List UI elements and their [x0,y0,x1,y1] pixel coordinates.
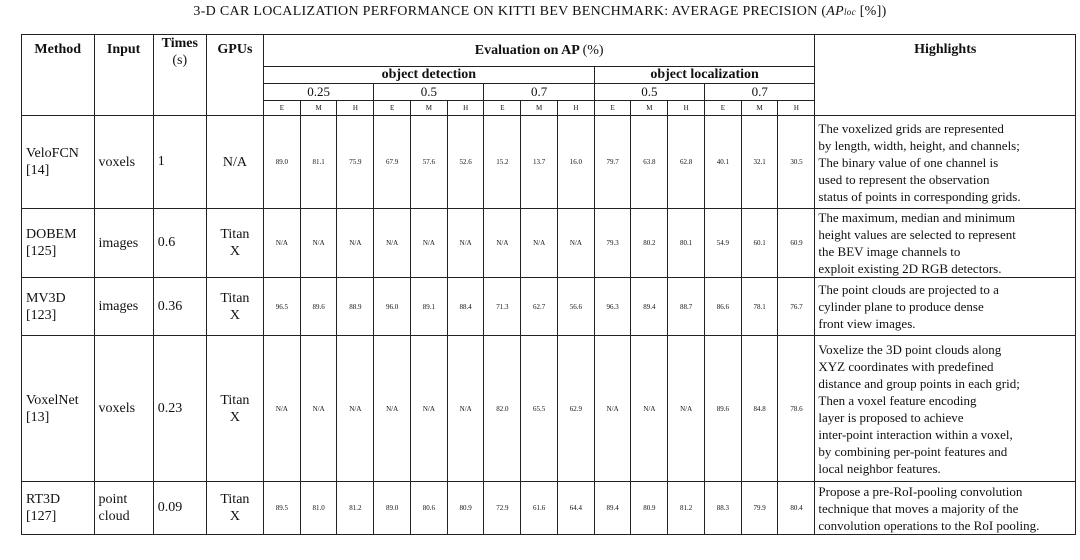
input-cell-line: images [98,235,139,251]
ap-value-cell: N/A [337,336,374,482]
ap-value-cell: 84.8 [741,336,778,482]
highlights-line: The point clouds are projected to a [818,282,999,297]
input-cell-line: cloud [98,509,130,524]
header-threshold: 0.7 [484,84,594,101]
highlights-cell [815,336,1076,482]
header-difficulty: H [557,101,594,116]
method-cell-line: [14] [26,163,50,178]
input-cell-line: images [98,299,139,314]
ap-value-cell: N/A [300,209,337,278]
ap-value-cell: 15.2 [484,116,521,209]
header-difficulty: E [704,101,741,116]
ap-value-cell: 89.1 [410,278,447,336]
header-threshold: 0.7 [704,84,814,101]
gpu-cell-line: X [229,409,240,425]
header-difficulty: M [631,101,668,116]
ap-value-cell: N/A [410,336,447,482]
gpu-cell-line: N/A [222,154,247,170]
method-cell [22,336,95,482]
method-cell-line: VeloFCN [26,146,79,161]
highlights-line: XYZ coordinates with predefined [818,358,994,374]
method-cell-line: RT3D [26,492,61,507]
header-object-detection: object detection [263,67,594,84]
ap-value-cell: 96.3 [594,278,631,336]
ap-value-cell: 89.5 [263,482,300,535]
input-cell-line: voxels [98,154,136,170]
header-gpus: GPUs [206,35,263,116]
header-difficulty: E [263,101,300,116]
header-times [153,35,206,116]
ap-value-cell: 64.4 [557,482,594,535]
ap-value-cell: 60.9 [778,209,815,278]
highlights-cell [815,116,1076,209]
ap-value-cell: 72.9 [484,482,521,535]
ap-value-cell: 88.7 [668,278,705,336]
header-times-unit: (s) [172,53,188,68]
highlights-line: by combining per-point features and [818,443,1008,459]
ap-value-cell: N/A [374,336,411,482]
ap-value-cell: 67.9 [374,116,411,209]
time-cell: 0.09 [153,482,206,535]
method-cell-line: MV3D [26,290,66,306]
ap-value-cell: 71.3 [484,278,521,336]
ap-value-cell: 62.7 [521,278,558,336]
method-cell [22,116,95,209]
ap-value-cell: 60.1 [741,209,778,278]
header-threshold: 0.25 [263,84,373,101]
highlights-line: distance and group points in each grid; [818,375,1020,391]
ap-value-cell: 80.2 [631,209,668,278]
ap-value-cell: 89.0 [263,116,300,209]
header-difficulty: E [374,101,411,116]
ap-value-cell: 96.0 [374,278,411,336]
header-threshold: 0.5 [374,84,484,101]
ap-value-cell: 16.0 [557,116,594,209]
header-difficulty: H [447,101,484,116]
highlights-line: local neighbor features. [818,460,941,476]
table-row [22,278,1076,336]
ap-value-cell: 13.7 [521,116,558,209]
ap-value-cell: 81.0 [300,482,337,535]
highlights-line: front view images. [818,316,916,331]
header-difficulty: E [484,101,521,116]
header-difficulty: M [521,101,558,116]
time-cell: 0.36 [153,278,206,336]
gpu-cell-line: X [229,244,240,259]
ap-value-cell: 62.8 [668,116,705,209]
ap-value-cell: 56.6 [557,278,594,336]
method-cell [22,209,95,278]
header-difficulty: M [741,101,778,116]
table-row [22,482,1076,535]
highlights-line: the BEV image channels to [818,244,961,259]
ap-value-cell: 89.6 [704,336,741,482]
header-difficulty: H [337,101,374,116]
ap-value-cell: N/A [374,209,411,278]
header-difficulty: M [300,101,337,116]
header-difficulty: H [668,101,705,116]
highlights-line: technique that moves a majority of the [818,500,1019,516]
highlights-line: height values are selected to represent [818,227,1016,242]
input-cell [94,116,153,209]
ap-value-cell: 86.6 [704,278,741,336]
highlights-line: Propose a pre-RoI-pooling convolution [818,483,1023,499]
highlights-line: inter-point interaction within a voxel, [818,426,1013,442]
results-table [21,34,1076,535]
caption-tail: [%]) [855,4,887,19]
gpu-cell [206,278,263,336]
header-highlights: Highlights [815,35,1076,116]
gpu-cell [206,482,263,535]
highlights-line: status of points in corresponding grids. [818,188,1021,204]
header-input: Input [94,35,153,116]
table-row [22,116,1076,209]
gpu-cell-line: X [229,307,240,323]
ap-value-cell: 61.6 [521,482,558,535]
gpu-cell-line: Titan [220,290,250,306]
ap-value-cell: 89.4 [631,278,668,336]
ap-value-cell: N/A [631,336,668,482]
gpu-cell [206,209,263,278]
ap-value-cell: N/A [337,209,374,278]
header-difficulty: E [594,101,631,116]
ap-value-cell: N/A [263,209,300,278]
ap-value-cell: 52.6 [447,116,484,209]
time-cell: 0.23 [153,336,206,482]
ap-value-cell: 80.9 [447,482,484,535]
ap-value-cell: 82.0 [484,336,521,482]
gpu-cell-line: Titan [220,227,250,242]
ap-value-cell: 80.4 [778,482,815,535]
ap-value-cell: 81.2 [337,482,374,535]
ap-value-cell: 32.1 [741,116,778,209]
gpu-cell-line: X [229,509,240,524]
input-cell [94,482,153,535]
gpu-cell-line: Titan [220,492,250,507]
ap-value-cell: 79.3 [594,209,631,278]
method-cell-line: DOBEM [26,227,77,242]
highlights-cell [815,209,1076,278]
ap-value-cell: 54.9 [704,209,741,278]
table-caption [0,4,1080,20]
gpu-cell [206,336,263,482]
ap-value-cell: N/A [447,209,484,278]
header-difficulty: M [410,101,447,116]
highlights-line: The maximum, median and minimum [818,210,1016,225]
highlights-cell [815,482,1076,535]
ap-value-cell: N/A [594,336,631,482]
header-evaluation [263,35,814,67]
gpu-cell [206,116,263,209]
header-times-label: Times [161,36,198,51]
header-threshold: 0.5 [594,84,704,101]
ap-value-cell: 78.1 [741,278,778,336]
highlights-line: layer is proposed to achieve [818,409,964,425]
ap-value-cell: N/A [557,209,594,278]
time-cell: 0.6 [153,209,206,278]
caption-ap: AP [826,4,844,19]
ap-value-cell: N/A [410,209,447,278]
gpu-cell-line: Titan [220,392,250,408]
input-cell [94,278,153,336]
highlights-line: used to represent the observation [818,171,990,187]
input-cell-line: voxels [98,401,136,416]
method-cell-line: VoxelNet [26,392,79,408]
ap-value-cell: 89.6 [300,278,337,336]
ap-value-cell: 65.5 [521,336,558,482]
highlights-line: cylinder plane to produce dense [818,299,984,314]
ap-value-cell: N/A [521,209,558,278]
ap-value-cell: 75.9 [337,116,374,209]
ap-value-cell: N/A [300,336,337,482]
header-evaluation-unit: (%) [582,42,604,58]
ap-value-cell: 80.9 [631,482,668,535]
ap-value-cell: N/A [447,336,484,482]
ap-value-cell: 80.1 [668,209,705,278]
ap-value-cell: 96.5 [263,278,300,336]
header-difficulty: H [778,101,815,116]
ap-value-cell: N/A [668,336,705,482]
caption-ap-subscript: loc [844,7,856,17]
highlights-line: convolution operations to the RoI pooling. [818,517,1040,533]
highlights-line: The voxelized grids are represented [818,120,1004,136]
highlights-line: Voxelize the 3D point clouds along [818,341,1002,357]
header-evaluation-label: Evaluation on AP [474,42,580,58]
ap-value-cell: 88.4 [447,278,484,336]
highlights-cell [815,278,1076,336]
header-object-localization: object localization [594,67,815,84]
ap-value-cell: N/A [484,209,521,278]
ap-value-cell: 76.7 [778,278,815,336]
ap-value-cell: 62.9 [557,336,594,482]
ap-value-cell: 79.7 [594,116,631,209]
table-row [22,336,1076,482]
ap-value-cell: 81.2 [668,482,705,535]
method-cell-line: [127] [26,509,57,524]
ap-value-cell: 89.4 [594,482,631,535]
method-cell-line: [123] [26,307,57,323]
ap-value-cell: 89.0 [374,482,411,535]
ap-value-cell: 30.5 [778,116,815,209]
ap-value-cell: N/A [263,336,300,482]
ap-value-cell: 57.6 [410,116,447,209]
time-cell: 1 [153,116,206,209]
table-header [22,35,1076,116]
ap-value-cell: 81.1 [300,116,337,209]
ap-value-cell: 78.6 [778,336,815,482]
ap-value-cell: 40.1 [704,116,741,209]
caption-text: 3-D CAR LOCALIZATION PERFORMANCE ON KITTI BEV BENCHMARK: AVERAGE PRECISION ( [193,4,827,19]
ap-value-cell: 80.6 [410,482,447,535]
input-cell-line: point [98,492,128,507]
method-cell [22,482,95,535]
ap-value-cell: 88.9 [337,278,374,336]
method-cell-line: [13] [26,409,50,425]
highlights-line: exploit existing 2D RGB detectors. [818,261,1002,276]
method-cell-line: [125] [26,244,57,259]
ap-value-cell: 88.3 [704,482,741,535]
input-cell [94,336,153,482]
method-cell [22,278,95,336]
ap-value-cell: 79.9 [741,482,778,535]
table-row [22,209,1076,278]
input-cell [94,209,153,278]
header-method: Method [22,35,95,116]
ap-value-cell: 63.8 [631,116,668,209]
highlights-line: The binary value of one channel is [818,154,999,170]
table-body [22,116,1076,535]
highlights-line: by length, width, height, and channels; [818,137,1020,153]
highlights-line: Then a voxel feature encoding [818,392,977,408]
